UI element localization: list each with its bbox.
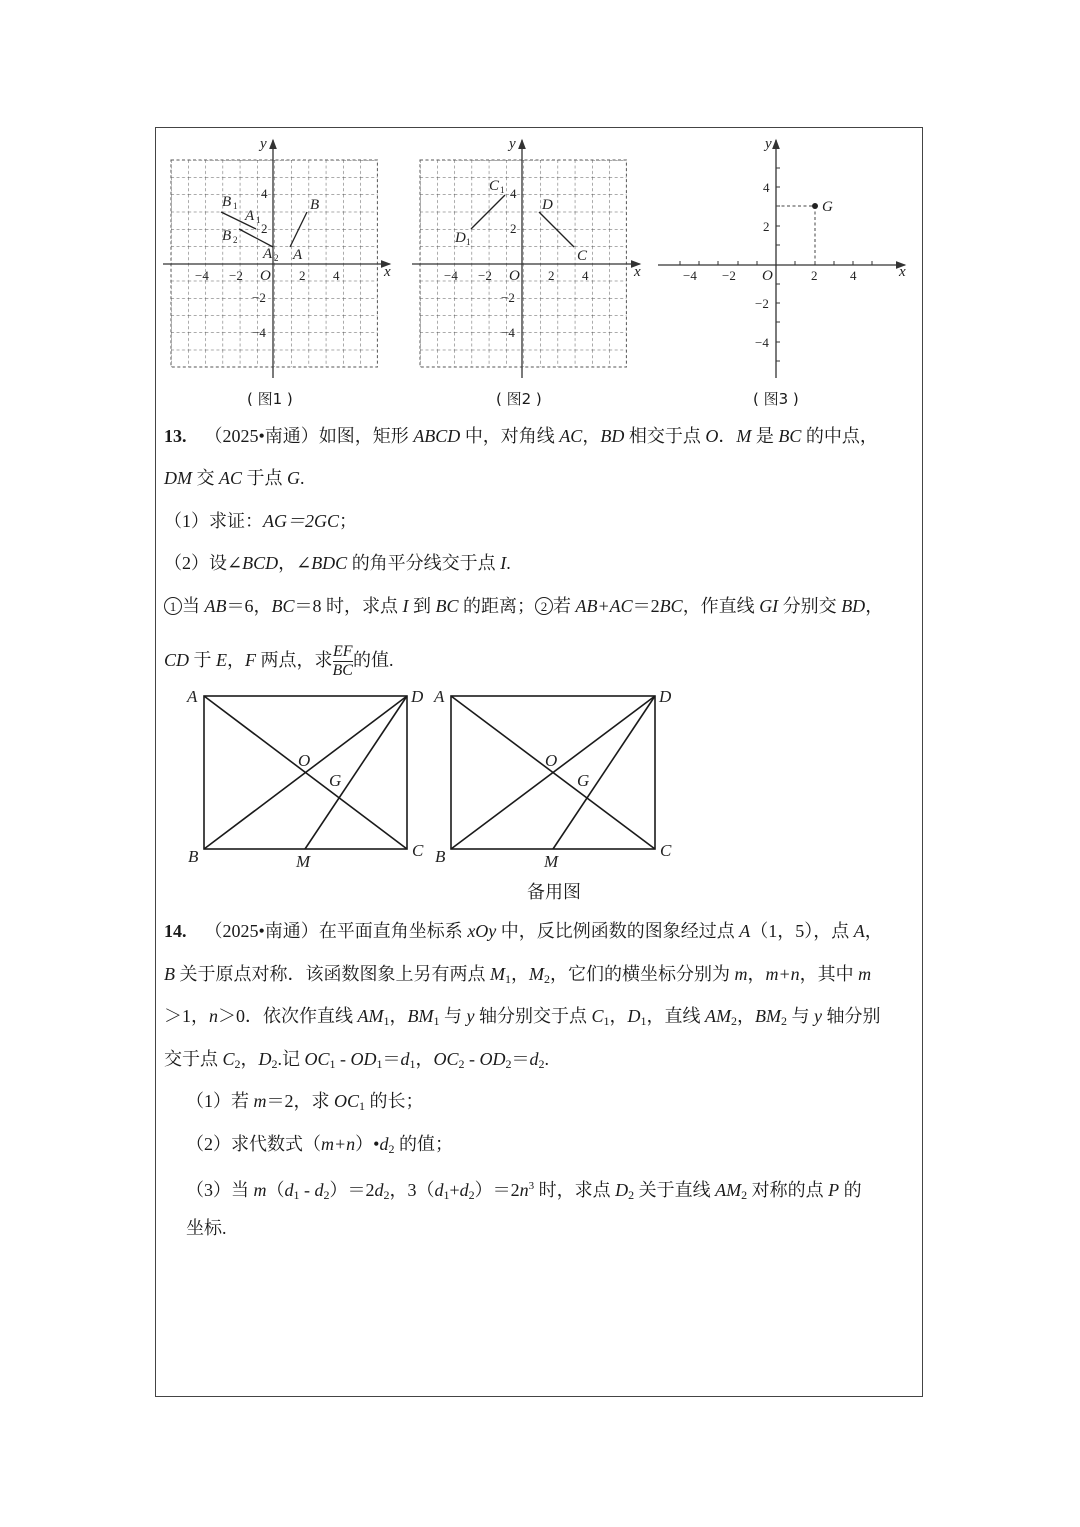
svg-text:2: 2 [261,221,268,236]
svg-text:4: 4 [582,268,589,283]
q14-part-3: （3）当 $m(d_1 - d_2)=2d_2$，$3(d_1+d_2)=2n^3$ 时，求点 $D_2$ 关于直线 $AM_2$ 对称的点 P 的 [186,1180,862,1202]
svg-text:G: G [822,199,833,215]
q14-line-1: 14. （2025•南通）在平面直角坐标系 xOy 中，反比例函数的图象经过点 A（1，5），点 A， [164,921,883,941]
svg-text:2: 2 [233,235,238,245]
svg-text:M: M [296,852,311,871]
q13-line-last: CD 于 E，F 两点，求 $\frac{EF}{BC}$ 的值. [164,643,394,680]
q14-part-1: （1）若 m＝2，求 $OC_1$ 的长； [186,1091,424,1113]
svg-text:4: 4 [510,186,517,201]
svg-text:B: B [435,847,446,866]
svg-text:−4: −4 [683,268,697,283]
svg-text:O: O [545,751,558,770]
svg-text:A: A [293,247,303,263]
svg-text:−2: −2 [252,290,266,305]
svg-text:−2: −2 [229,268,243,283]
svg-text:−2: −2 [755,296,769,311]
q13-subparts: 1 当 AB＝6，BC＝8 时，求点 I 到 BC 的距离； 2 若 AB+AC＝2BC，作直线 GI 分别交 BD， [164,594,883,618]
svg-text:−2: −2 [478,268,492,283]
svg-text:2: 2 [299,268,306,283]
svg-text:B: B [188,847,199,866]
svg-text:O: O [509,268,520,284]
svg-text:y: y [509,136,516,152]
figure-1 [163,136,391,378]
svg-text:A: A [434,687,445,706]
fig2-caption: ( 图2 ) [496,390,542,408]
svg-text:2: 2 [274,253,279,263]
svg-text:2: 2 [811,268,818,283]
svg-text:4: 4 [763,180,770,195]
coordinate-figures [0,0,1080,420]
fig1-caption: ( 图1 ) [247,390,293,408]
svg-text:D: D [659,687,672,706]
svg-text:A: A [263,246,273,262]
svg-text:x: x [899,264,906,280]
svg-text:G: G [577,771,590,790]
svg-text:−4: −4 [501,325,515,340]
svg-text:1: 1 [500,185,505,195]
svg-text:O: O [298,751,311,770]
svg-text:−4: −4 [755,335,769,350]
svg-text:y: y [260,136,267,152]
svg-text:C: C [577,248,588,264]
svg-text:G: G [329,771,342,790]
svg-text:B: B [222,228,232,244]
figure-2 [412,136,641,378]
svg-text:1: 1 [466,237,471,247]
fraction-ef-bc: $\frac{EF}{BC}$ [332,643,353,680]
q14-line-4: 交于点 $C_2$，$D_2$.记 $OC_1 - OD_1=d_1$，$OC_2 - OD_2=d_2$. [164,1049,550,1071]
q14-line-2: B 关于原点对称．该函数图象上另有两点 $M_1$，$M_2$，它们的横坐标分别为 m，m+n，其中 m [164,964,872,986]
svg-text:C: C [489,178,500,194]
svg-text:M: M [544,852,559,871]
svg-text:4: 4 [261,186,268,201]
circled-number-2: 2 [535,597,553,615]
svg-text:−2: −2 [722,268,736,283]
svg-text:−4: −4 [195,268,209,283]
svg-text:B: B [222,194,232,210]
svg-text:A: A [245,208,255,224]
spare-figure-caption: 备用图 [527,882,581,903]
svg-text:D: D [542,197,553,213]
svg-text:O: O [762,268,773,284]
svg-text:−2: −2 [501,290,515,305]
q13-part-1: （1）求证：AG＝2GC； [164,511,357,531]
circled-number-1: 1 [164,597,182,615]
svg-text:2: 2 [763,219,770,234]
svg-text:−4: −4 [252,325,266,340]
svg-text:O: O [260,268,271,284]
fig3-caption: ( 图3 ) [753,390,799,408]
svg-text:4: 4 [333,268,340,283]
svg-text:B: B [310,197,320,213]
q14-line-3: ＞1，n＞0．依次作直线 $AM_1$，$BM_1$ 与 y 轴分别交于点 $C_1$，$D_1$，直线 $AM_2$，$BM_2$ 与 y 轴分别 [164,1006,881,1028]
svg-text:C: C [412,841,424,860]
svg-text:1: 1 [256,215,261,225]
svg-text:1: 1 [233,201,238,211]
svg-text:−4: −4 [444,268,458,283]
point-g [812,203,818,209]
figure-3 [658,136,906,378]
svg-text:A: A [187,687,198,706]
q14-part-3-cont: 坐标. [186,1218,227,1238]
q13-line-2: DM 交 AC 于点 G. [164,468,305,488]
svg-text:y: y [765,136,772,152]
q13-line-1: 13. （2025•南通）如图，矩形 ABCD 中，对角线 AC，BD 相交于点 O．M 是 BC 的中点， [164,426,878,446]
svg-text:x: x [634,264,641,280]
svg-text:2: 2 [548,268,555,283]
svg-text:D: D [411,687,424,706]
q14-part-2: （2）求代数式$(m+n)•d_2$ 的值； [186,1134,453,1156]
svg-text:2: 2 [510,221,517,236]
q13-part-2: （2）设∠BCD，∠BDC 的角平分线交于点 I. [164,553,511,573]
svg-text:x: x [384,264,391,280]
svg-text:C: C [660,841,672,860]
svg-text:D: D [455,230,466,246]
svg-text:4: 4 [850,268,857,283]
